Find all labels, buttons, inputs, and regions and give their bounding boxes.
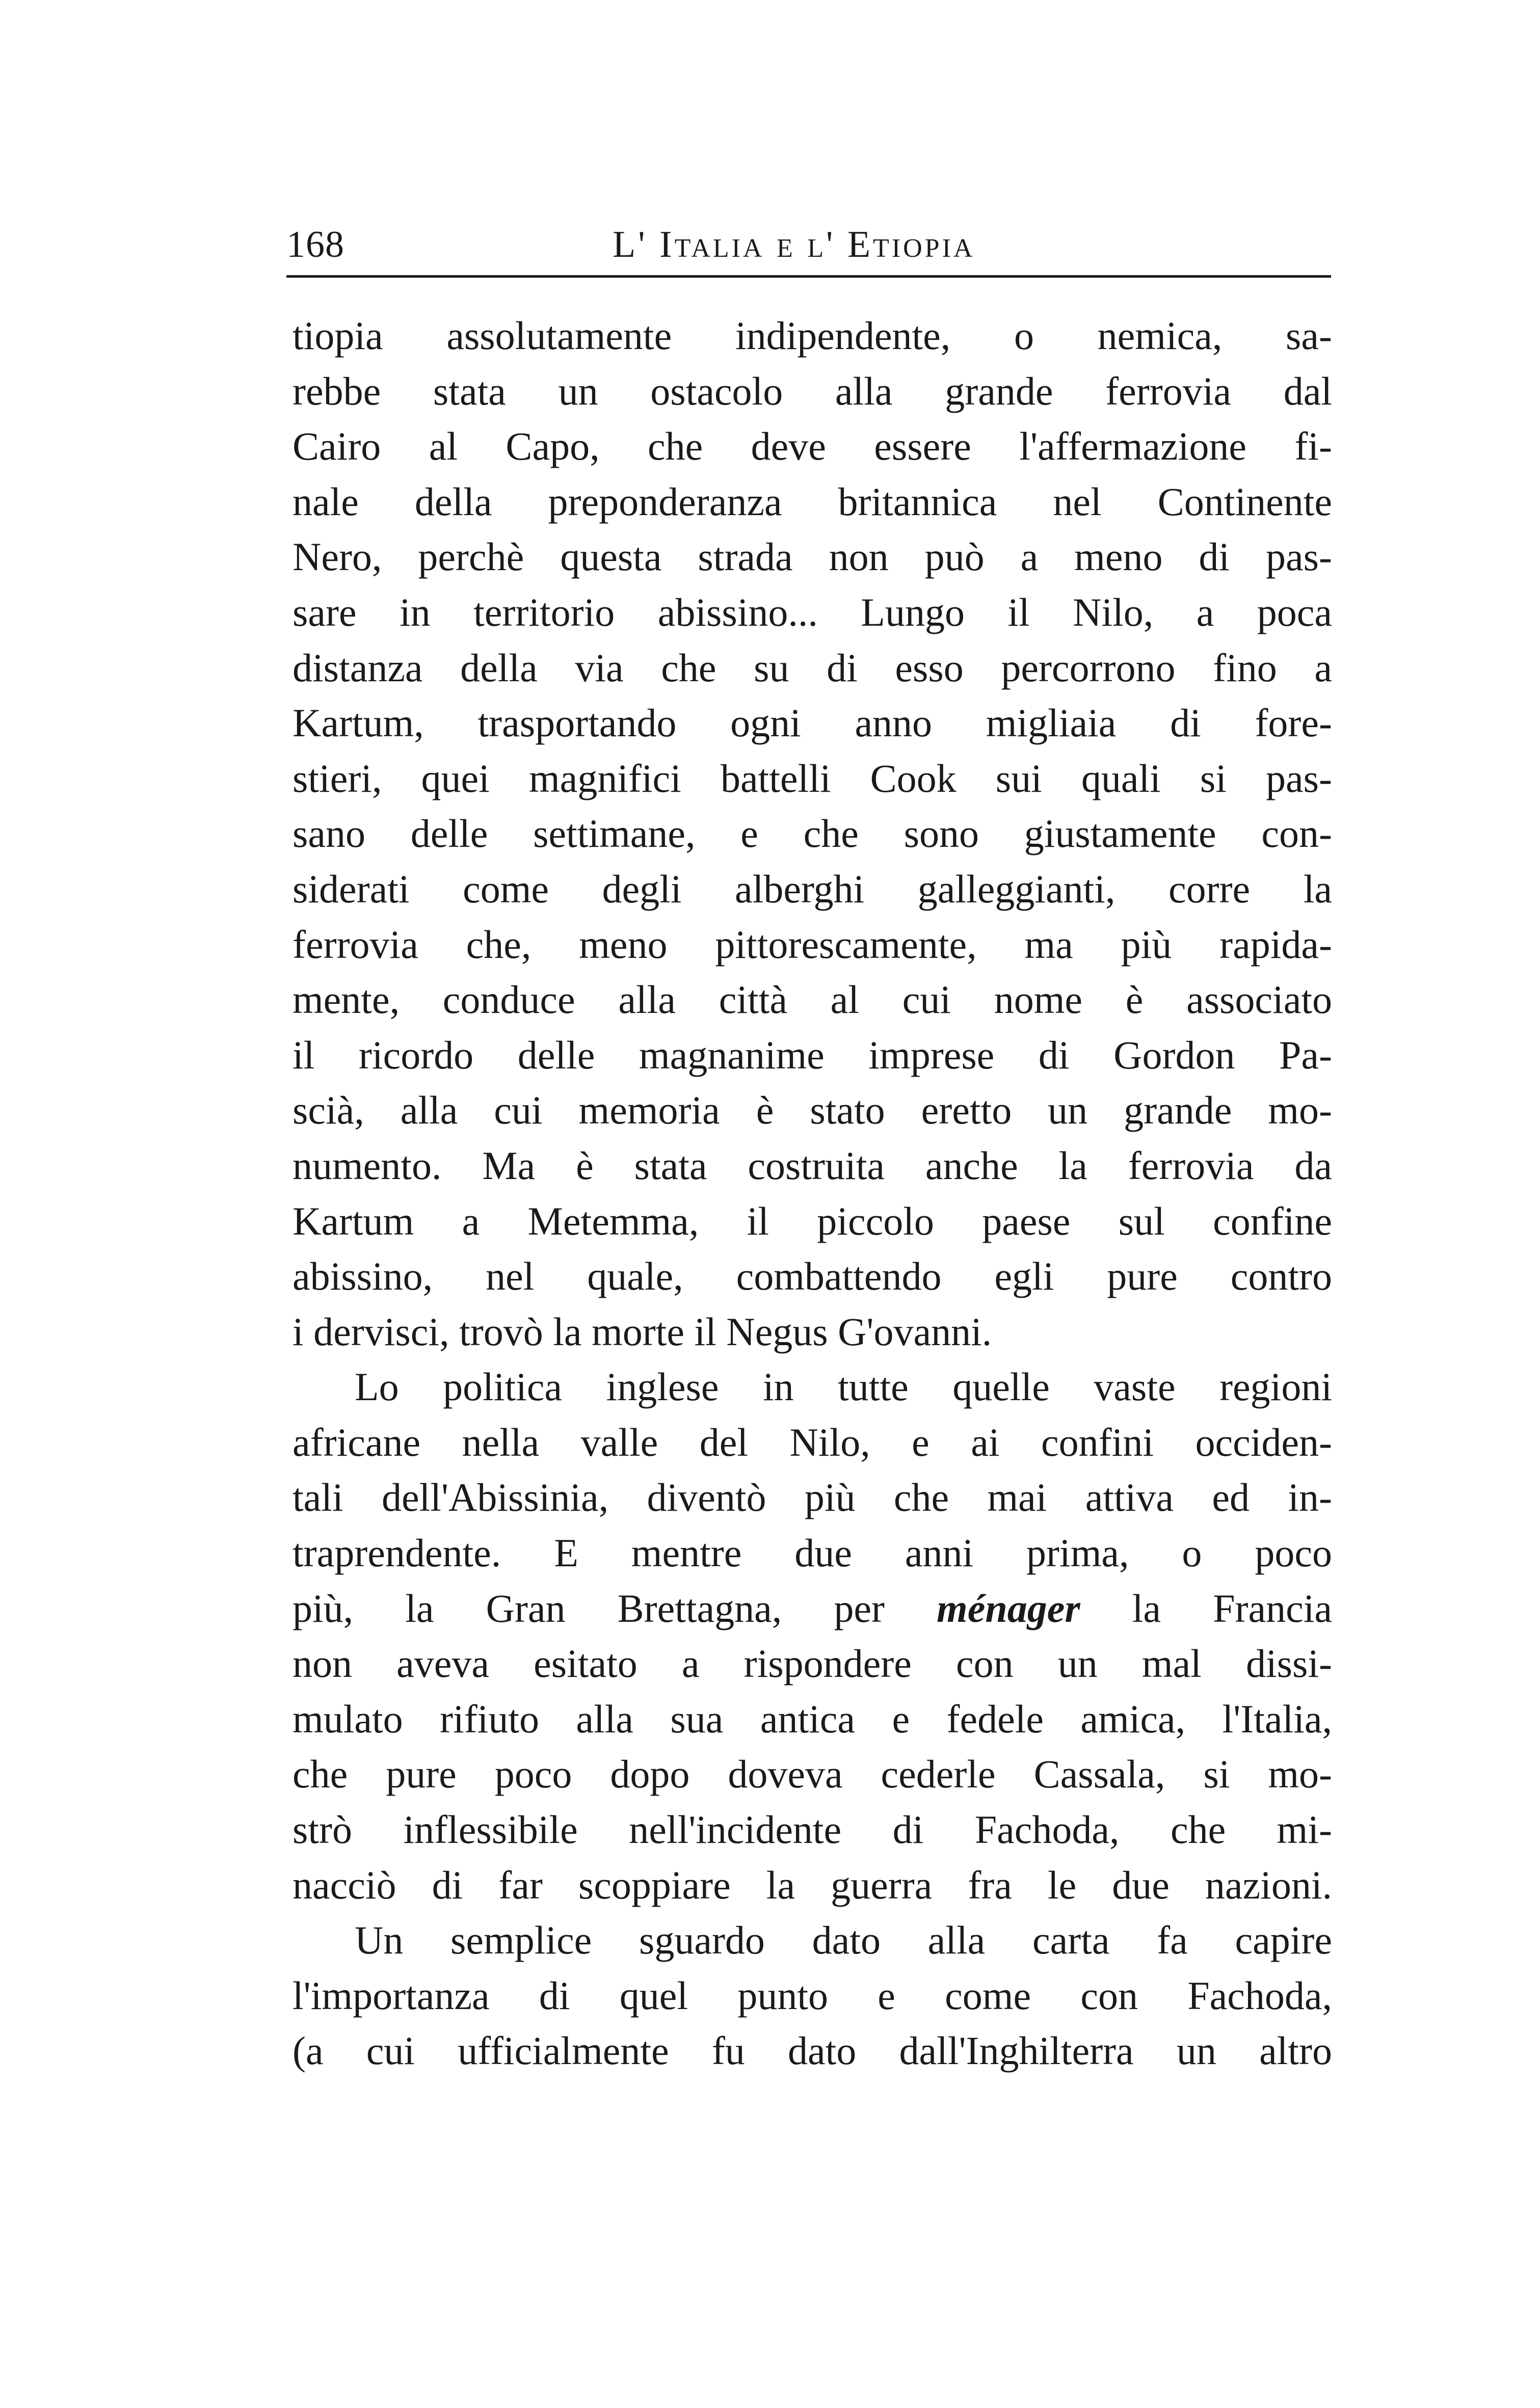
text-line: il ricordo delle magnanime imprese di Gordon Pa-	[293, 1032, 1332, 1077]
text-line: ferrovia che, meno pittorescamente, ma più rapida-	[293, 922, 1332, 967]
text-line: tiopia assolutamente indipendente, o nemica, sa-	[293, 313, 1332, 358]
text-line: non aveva esitato a rispondere con un mal dissi-	[293, 1641, 1332, 1686]
text-line: Kartum, trasportando ogni anno migliaia di fore-	[293, 701, 1332, 745]
text-line: Cairo al Capo, che deve essere l'affermazione fi-	[293, 424, 1332, 469]
page-number: 168	[286, 224, 344, 265]
paragraph-start-line: Lo politica inglese in tutte quelle vaste regioni	[355, 1364, 1332, 1409]
text-line: scià, alla cui memoria è stato eretto un grande mo-	[293, 1088, 1332, 1133]
italic-word: ménager	[937, 1586, 1080, 1630]
text-segment: più, la Gran Brettagna, per	[293, 1586, 885, 1630]
running-title: L' Italia e l' Etiopia	[613, 224, 975, 265]
text-line: rebbe stata un ostacolo alla grande ferrovia dal	[293, 368, 1332, 413]
text-line: distanza della via che su di esso percorrono fino a	[293, 645, 1332, 690]
text-line: africane nella valle del Nilo, e ai confini occiden-	[293, 1420, 1332, 1464]
text-line: tali dell'Abissinia, diventò più che mai attiva ed in-	[293, 1475, 1332, 1520]
text-line: che pure poco dopo doveva cederle Cassala, si mo-	[293, 1752, 1332, 1797]
header-rule	[286, 275, 1331, 278]
text-line: mente, conduce alla città al cui nome è associato	[293, 977, 1332, 1022]
text-line: traprendente. E mentre due anni prima, o poco	[293, 1531, 1332, 1575]
text-line: numento. Ma è stata costruita anche la ferrovia da	[293, 1143, 1332, 1188]
paragraph-start-line: Un semplice sguardo dato alla carta fa capire	[355, 1918, 1332, 1963]
page-header	[286, 219, 1331, 280]
text-line: nacciò di far scoppiare la guerra fra le due nazioni.	[293, 1862, 1332, 1907]
text-line-with-italic	[293, 1581, 1332, 1637]
text-line: stieri, quei magnifici battelli Cook sui quali si pas-	[293, 756, 1332, 800]
text-line: l'importanza di quel punto e come con Fachoda,	[293, 1973, 1332, 2018]
text-line: mulato rifiuto alla sua antica e fedele amica, l'Italia,	[293, 1696, 1332, 1741]
text-line: Kartum a Metemma, il piccolo paese sul confine	[293, 1198, 1332, 1243]
text-line: sano delle settimane, e che sono giustamente con-	[293, 811, 1332, 856]
text-line: siderati come degli alberghi galleggianti, corre la	[293, 866, 1332, 911]
paragraph-end-line: i dervisci, trovò la morte il Negus G'ovanni.	[293, 1309, 992, 1354]
text-line: nale della preponderanza britannica nel Continente	[293, 479, 1332, 524]
text-line: abissino, nel quale, combattendo egli pure contro	[293, 1254, 1332, 1299]
text-line: strò inflessibile nell'incidente di Fachoda, che mi-	[293, 1807, 1332, 1852]
body-text	[293, 308, 1332, 2079]
text-segment: la Francia	[1132, 1586, 1333, 1630]
text-line: (a cui ufficialmente fu dato dall'Inghilterra un altro	[293, 2028, 1332, 2073]
text-line: sare in territorio abissino... Lungo il Nilo, a poca	[293, 590, 1332, 634]
text-line: Nero, perchè questa strada non può a meno di pas-	[293, 534, 1332, 579]
